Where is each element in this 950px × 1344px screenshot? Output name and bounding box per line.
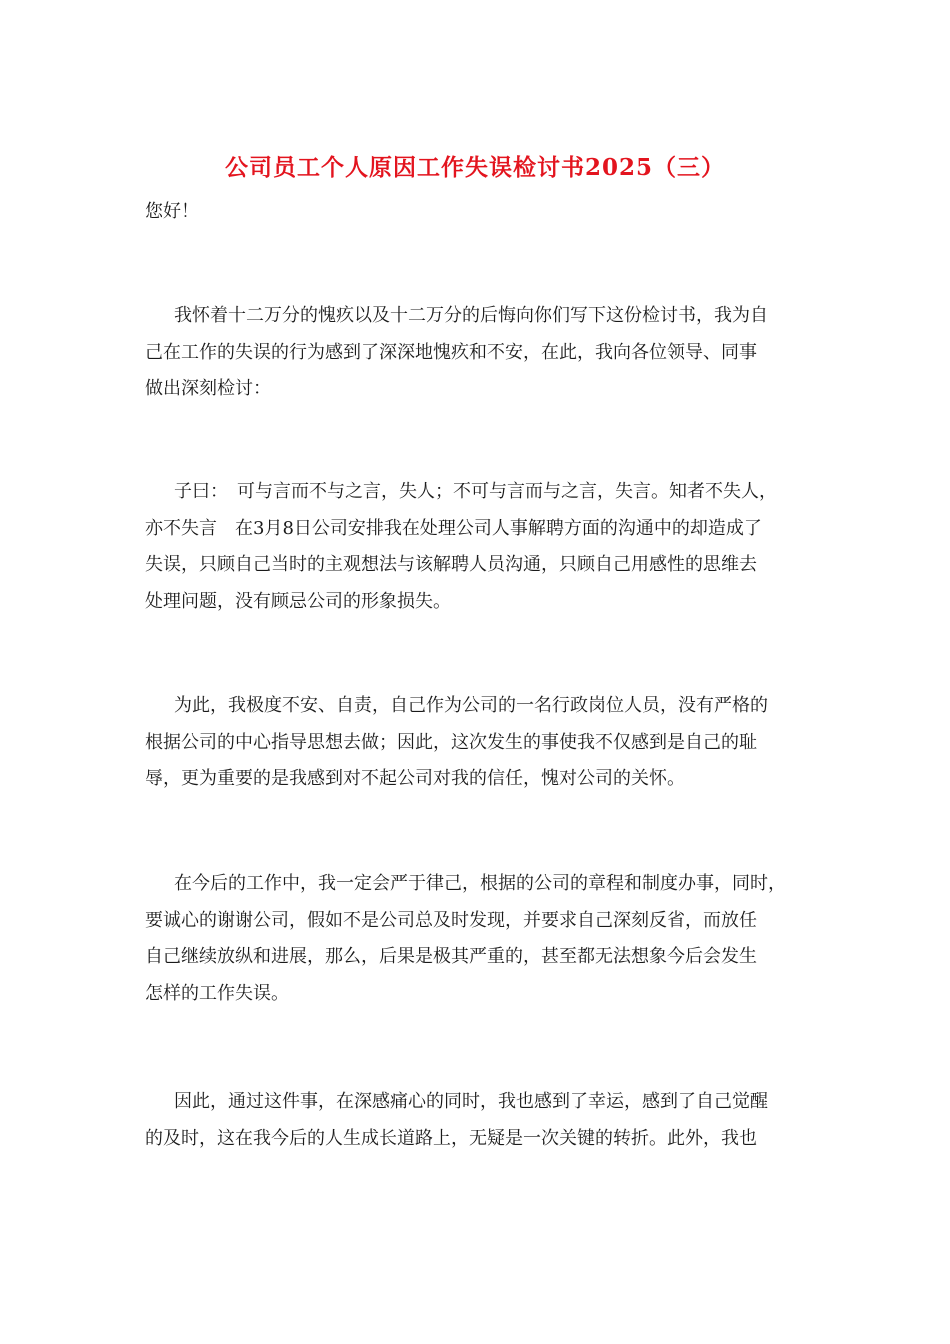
document-title: 公司员工个人原因工作失误检讨书2025（三）	[224, 154, 725, 181]
paragraph-line: 失误，只顾自己当时的主观想法与该解聘人员沟通，只顾自己用感性的思维去	[145, 554, 757, 575]
paragraph-line: 处理问题，没有顾忌公司的形象损失。	[145, 590, 451, 612]
paragraph-line: 做出深刻检讨：	[145, 378, 271, 399]
paragraph-line: 为此，我极度不安、自责，自己作为公司的一名行政岗位人员，没有严格的	[174, 695, 768, 716]
paragraph-line: 我怀着十二万分的愧疚以及十二万分的后悔向你们写下这份检讨书，我为自	[174, 305, 768, 326]
paragraph-line: 辱，更为重要的是我感到对不起公司对我的信任，愧对公司的关怀。	[145, 768, 685, 789]
paragraph-line: 己在工作的失误的行为感到了深深地愧疚和不安，在此，我向各位领导、同事	[145, 341, 757, 363]
paragraph-line: 的及时，这在我今后的人生成长道路上，无疑是一次关键的转折。此外，我也	[145, 1127, 757, 1149]
paragraph-line: 自己继续放纵和进展，那么，后果是极其严重的，甚至都无法想象今后会发生	[145, 946, 757, 967]
paragraph-1	[145, 298, 817, 408]
paragraph-5	[145, 1084, 817, 1157]
paragraph-line: 子曰： 可与言而不与之言，失人；不可与言而与之言，失言。知者不失人，	[174, 481, 777, 502]
paragraph-line: 亦不失言 在3月8日公司安排我在处理公司人事解聘方面的沟通中的却造成了	[145, 517, 762, 539]
paragraph-line: 要诚心的谢谢公司，假如不是公司总及时发现，并要求自己深刻反省，而放任	[145, 909, 757, 931]
paragraph-line: 根据公司的中心指导思想去做；因此，这次发生的事使我不仅感到是自己的耻	[145, 731, 757, 753]
paragraph-line: 在今后的工作中，我一定会严于律己，根据的公司的章程和制度办事，同时，	[174, 873, 786, 894]
paragraph-4	[145, 866, 817, 1012]
paragraph-3	[145, 688, 817, 798]
greeting: 您好！	[145, 201, 199, 222]
paragraph-line: 怎样的工作失误。	[145, 982, 289, 1004]
paragraph-line: 因此，通过这件事，在深感痛心的同时，我也感到了幸运，感到了自己觉醒	[174, 1091, 768, 1112]
paragraph-2	[145, 474, 817, 620]
